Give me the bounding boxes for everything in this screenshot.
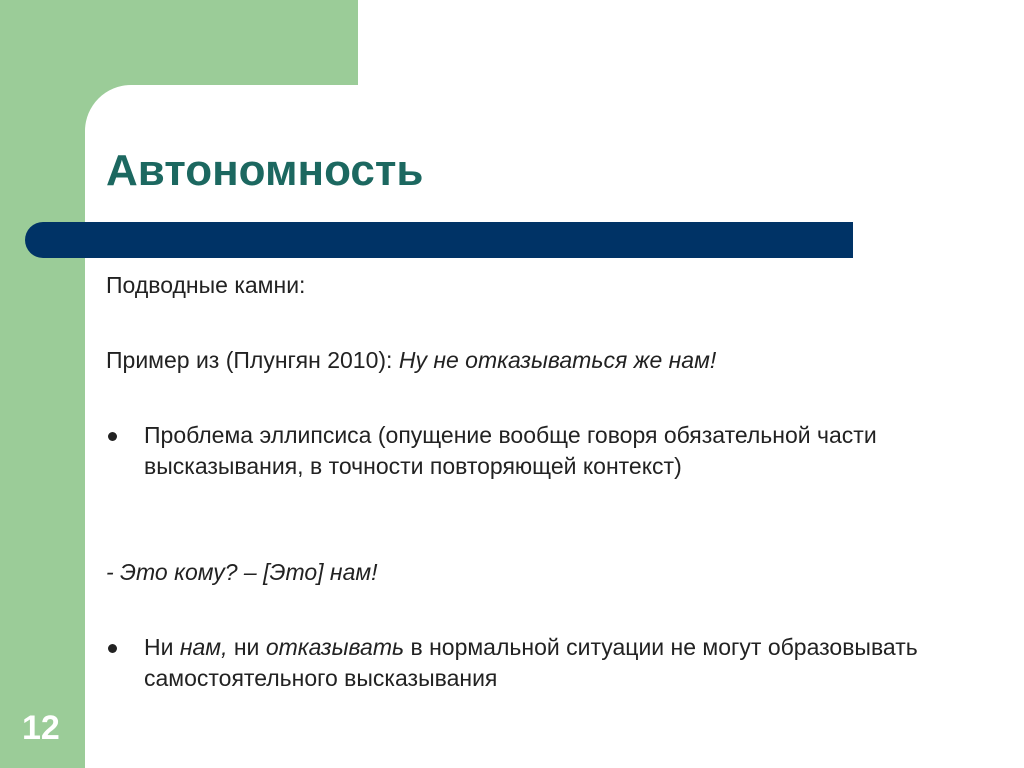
- example-line: [106, 345, 716, 376]
- dialogue-example: [106, 557, 378, 588]
- example-quote: Ну не отказываться же нам!: [398, 347, 717, 373]
- slide-number: 12: [22, 709, 60, 747]
- dialogue-text: - Это кому? – [Это] нам!: [106, 559, 378, 585]
- bullet-text-italic: отказывать: [265, 634, 405, 660]
- subtitle: Подводные камни:: [106, 272, 306, 298]
- bullet-text: Проблема эллипсиса (опущение вообще говоря обязательной части высказывания, в точности повторяющей контекст): [144, 422, 877, 479]
- bullet-text-italic: нам,: [179, 634, 228, 660]
- bullet-text: [144, 632, 944, 694]
- title-underline-bar: [25, 222, 853, 258]
- slide-title: Автономность: [106, 146, 424, 195]
- bullet-text-part: в нормальной ситуации не могут образовывать самостоятельного высказывания: [144, 634, 918, 691]
- bullet-text-part: ни: [227, 634, 266, 660]
- bullet-dot-icon: [108, 432, 117, 441]
- bullet-dot-icon: [108, 644, 117, 653]
- decor-green-sidebar: [0, 85, 85, 768]
- bullet-text-part: Ни: [144, 634, 180, 660]
- example-prefix: Пример из (Плунгян 2010):: [106, 347, 399, 373]
